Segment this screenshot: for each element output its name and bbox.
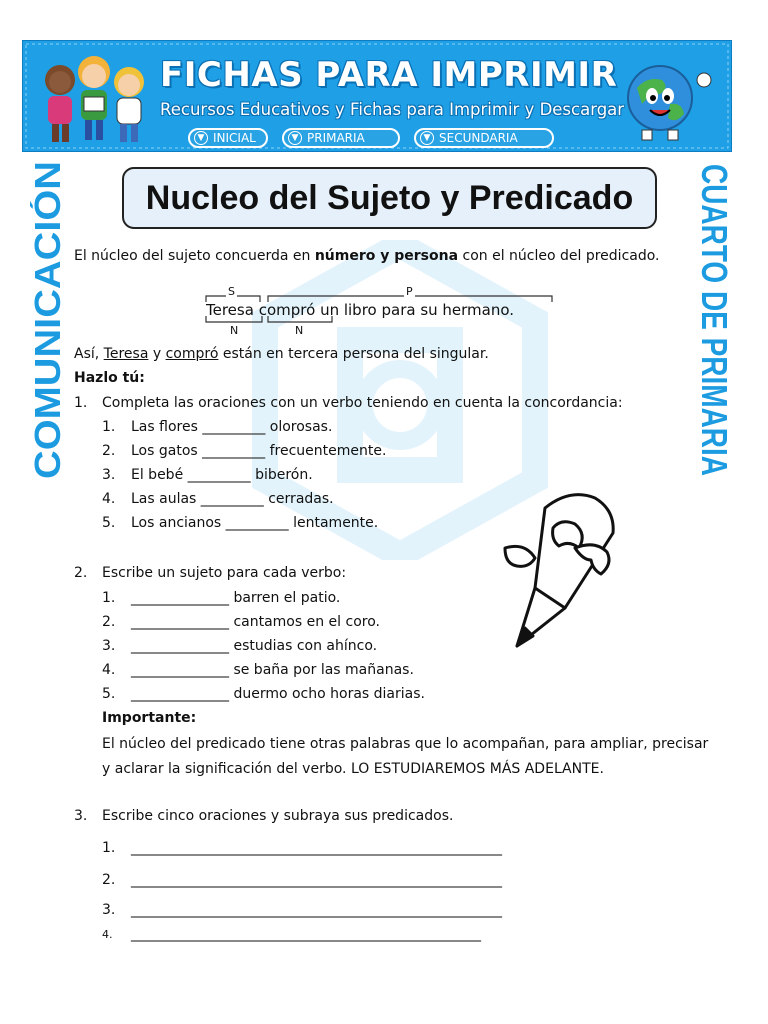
hazlo-heading: Hazlo tú: xyxy=(74,370,145,386)
list-item[interactable]: ______________ se baña por las mañanas. xyxy=(131,662,414,678)
explanation-paragraph xyxy=(74,346,489,362)
intro-text-before: El núcleo del sujeto concuerda en xyxy=(74,248,315,264)
pencil-illustration xyxy=(495,488,630,653)
list-item-number: 4. xyxy=(102,491,116,507)
important-line-1: El núcleo del predicado tiene otras palabras que lo acompañan, para ampliar, precisar xyxy=(102,736,709,752)
worksheet-title-box xyxy=(122,167,657,229)
exercise-2-number: 2. xyxy=(74,565,88,581)
header-title: FICHAS PARA IMPRIMIR xyxy=(160,55,618,95)
explanation-text-a: Así, xyxy=(74,346,104,362)
page-title: Nucleo del Sujeto y Predicado xyxy=(145,178,634,217)
diagram-word-verb: compró xyxy=(258,301,316,319)
list-item-number: 4. xyxy=(102,928,113,941)
intro-text-after: con el núcleo del predicado. xyxy=(458,248,660,264)
globe-mascot-illustration xyxy=(612,58,722,148)
nav-primaria-label: PRIMARIA xyxy=(307,131,365,145)
list-item[interactable]: Las aulas _________ cerradas. xyxy=(131,491,334,507)
diagram-word-subject: Teresa xyxy=(206,301,254,319)
answer-line[interactable]: _____________________________________________________ xyxy=(131,840,502,856)
important-heading: Importante: xyxy=(102,710,197,726)
nav-secundaria[interactable] xyxy=(414,128,554,148)
chevron-down-icon: ▼ xyxy=(194,131,208,145)
explanation-word-2: compró xyxy=(165,346,219,362)
nav-secundaria-label: SECUNDARIA xyxy=(439,131,518,145)
list-item[interactable]: Las flores _________ olorosas. xyxy=(131,419,333,435)
list-item-number: 5. xyxy=(102,515,116,531)
sentence-diagram xyxy=(200,284,580,344)
diagram-sentence xyxy=(206,301,514,319)
answer-line[interactable]: _____________________________________________________ xyxy=(131,902,502,918)
list-item[interactable]: ______________ cantamos en el coro. xyxy=(131,614,380,630)
list-item[interactable]: ______________ duermo ocho horas diarias. xyxy=(131,686,425,702)
answer-line[interactable]: _____________________________________________________ xyxy=(131,872,502,888)
chevron-down-icon: ▼ xyxy=(288,131,302,145)
exercise-2-instruction: Escribe un sujeto para cada verbo: xyxy=(102,565,347,581)
nucleus-label-predicate: N xyxy=(295,324,304,337)
list-item-number: 3. xyxy=(102,467,116,483)
list-item[interactable]: Los ancianos _________ lentamente. xyxy=(131,515,379,531)
nav-inicial[interactable] xyxy=(188,128,268,148)
children-illustration xyxy=(34,52,154,147)
nucleus-label-subject: N xyxy=(230,324,239,337)
exercise-3-instruction: Escribe cinco oraciones y subraya sus predicados. xyxy=(102,808,454,824)
list-item-number: 5. xyxy=(102,686,116,702)
exercise-1-instruction: Completa las oraciones con un verbo teniendo en cuenta la concordancia: xyxy=(102,395,623,411)
nav-inicial-label: INICIAL xyxy=(213,131,256,145)
side-label-subject xyxy=(30,160,70,480)
list-item-number: 2. xyxy=(102,872,116,888)
exercise-1-number: 1. xyxy=(74,395,88,411)
explanation-text-c: están en tercera persona del singular. xyxy=(218,346,489,362)
list-item-number: 4. xyxy=(102,662,116,678)
nav-primaria[interactable] xyxy=(282,128,400,148)
explanation-word-1: Teresa xyxy=(103,346,149,362)
intro-text-bold: número y persona xyxy=(314,248,459,264)
list-item-number: 2. xyxy=(102,614,116,630)
chevron-down-icon: ▼ xyxy=(420,131,434,145)
important-line-2: y aclarar la significación del verbo. LO ESTUDIAREMOS MÁS ADELANTE. xyxy=(102,761,604,777)
subject-label: S xyxy=(228,285,235,298)
list-item-number: 1. xyxy=(102,419,116,435)
list-item-number: 1. xyxy=(102,840,116,856)
predicate-label: P xyxy=(406,285,413,298)
intro-paragraph xyxy=(74,248,660,264)
list-item[interactable]: ______________ estudias con ahínco. xyxy=(131,638,378,654)
exercise-3-number: 3. xyxy=(74,808,88,824)
list-item-number: 3. xyxy=(102,638,116,654)
explanation-text-b: y xyxy=(148,346,166,362)
answer-line[interactable]: __________________________________________________ xyxy=(131,926,481,942)
side-label-subject-text: COMUNICACIÓN xyxy=(30,191,68,479)
side-label-grade-text: CUARTO DE PRIMARIA xyxy=(694,164,735,480)
header-subtitle: Recursos Educativos y Fichas para Imprimir y Descargar xyxy=(160,100,625,119)
list-item[interactable]: El bebé _________ biberón. xyxy=(131,467,313,483)
list-item-number: 1. xyxy=(102,590,116,606)
list-item[interactable]: ______________ barren el patio. xyxy=(131,590,341,606)
list-item-number: 3. xyxy=(102,902,116,918)
list-item[interactable]: Los gatos _________ frecuentemente. xyxy=(131,443,387,459)
side-label-grade xyxy=(690,160,740,480)
list-item-number: 2. xyxy=(102,443,116,459)
diagram-word-rest: un libro para su hermano. xyxy=(320,301,515,319)
